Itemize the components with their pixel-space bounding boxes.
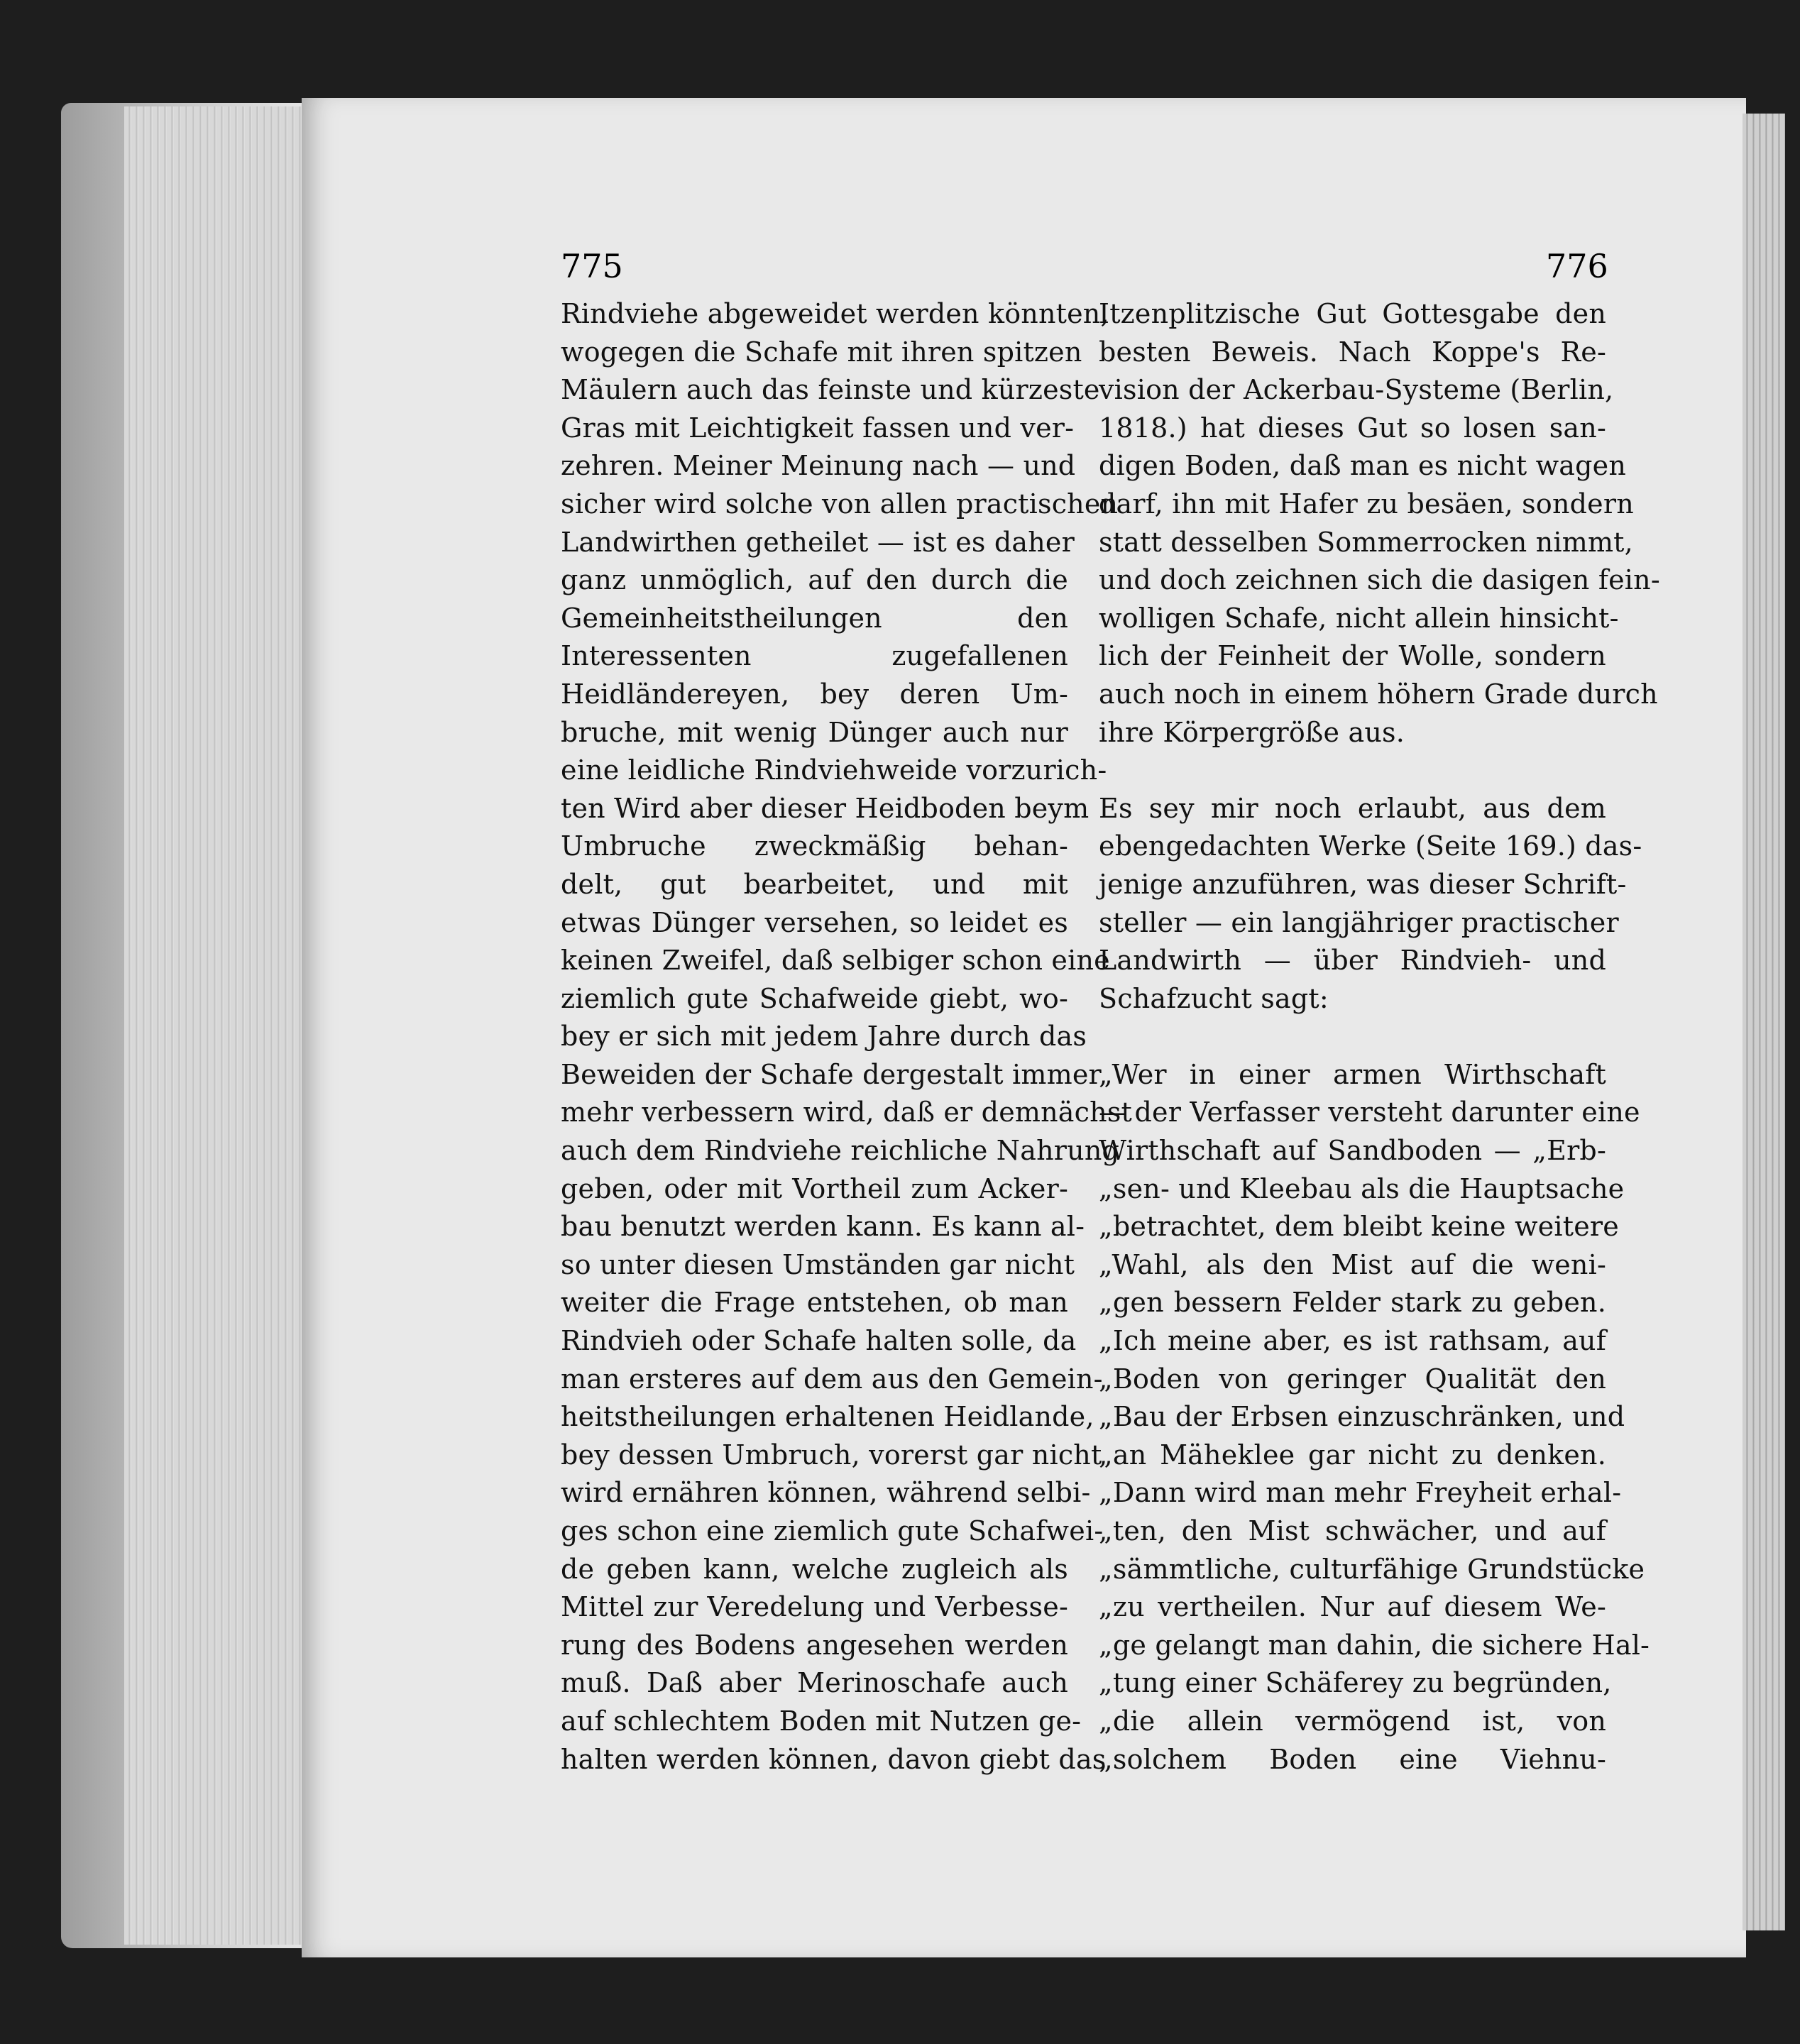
text-line: ziemlich gute Schafweide giebt, wo- (561, 982, 1068, 1014)
text-line: lich der Feinheit der Wolle, sondern (1099, 640, 1606, 672)
text-line: „Boden von geringer Qualität den (1099, 1363, 1606, 1395)
page-stack-right (1743, 114, 1785, 1930)
text-line: Heidländereyen, bey deren Um- (561, 678, 1068, 710)
text-line: Interessenten zugefallenen (561, 640, 1068, 672)
text-line: muß. Daß aber Merinoschafe auch (561, 1667, 1068, 1699)
text-line: — der Verfasser versteht darunter eine (1099, 1097, 1640, 1128)
text-line: etwas Dünger versehen, so leidet es (561, 906, 1068, 938)
paragraph-gap (1099, 1018, 1606, 1056)
text-line: statt desselben Sommerrocken nimmt, (1099, 526, 1633, 558)
text-line: „Bau der Erbsen einzuschränken, und (1099, 1401, 1625, 1433)
text-line: ges schon eine ziemlich gute Schafwei- (561, 1515, 1104, 1546)
text-line: besten Beweis. Nach Koppe's Re- (1099, 336, 1606, 368)
text-line: darf, ihn mit Hafer zu besäen, sondern (1099, 488, 1634, 520)
text-line: wird ernähren können, während selbi- (561, 1477, 1091, 1509)
text-line: Mittel zur Veredelung und Verbesse- (561, 1591, 1068, 1623)
text-line: „die allein vermögend ist, von (1099, 1705, 1606, 1737)
page-number-left: 775 (561, 247, 623, 285)
left-text-column (561, 295, 1132, 1779)
text-line: Beweiden der Schafe dergestalt immer (561, 1058, 1102, 1090)
text-line: Landwirthen getheilet — ist es daher (561, 526, 1075, 558)
text-line: „Wahl, als den Mist auf die weni- (1099, 1248, 1606, 1280)
text-line: bau benutzt werden kann. Es kann al- (561, 1211, 1085, 1243)
text-line: auf schlechtem Boden mit Nutzen ge- (561, 1705, 1082, 1737)
text-line: und doch zeichnen sich die dasigen fein- (1099, 564, 1660, 596)
text-line: „ten, den Mist schwächer, und auf (1099, 1515, 1606, 1546)
text-line: Schafzucht sagt: (1099, 982, 1329, 1014)
text-line: keinen Zweifel, daß selbiger schon eine (561, 945, 1110, 977)
text-line: Rindvieh oder Schafe halten solle, da (561, 1325, 1077, 1357)
text-line: Itzenplitzische Gut Gottesgabe den (1099, 298, 1606, 329)
text-line: Gemeinheitstheilungen den (561, 602, 1068, 634)
text-line: geben, oder mit Vortheil zum Acker- (561, 1172, 1068, 1204)
text-line: halten werden können, davon giebt das (561, 1743, 1107, 1775)
text-line: „Wer in einer armen Wirthschaft (1099, 1058, 1606, 1090)
text-line: auch noch in einem höhern Grade durch (1099, 678, 1658, 710)
text-line: zehren. Meiner Meinung nach — und (561, 450, 1076, 482)
text-line: bey dessen Umbruch, vorerst gar nicht (561, 1439, 1102, 1471)
page-number-right: 776 (1546, 247, 1608, 285)
text-line: so unter diesen Umständen gar nicht (561, 1248, 1075, 1280)
page-stack-left (124, 106, 309, 1945)
text-line: ganz unmöglich, auf den durch die (561, 564, 1068, 596)
text-line: de geben kann, welche zugleich als (561, 1553, 1068, 1585)
text-line: vision der Ackerbau-Systeme (Berlin, (1099, 374, 1614, 406)
text-line: „sen- und Kleebau als die Hauptsache (1099, 1172, 1625, 1204)
text-line: sicher wird solche von allen practischen (561, 488, 1119, 520)
paragraph-gap (1099, 752, 1606, 790)
text-line: delt, gut bearbeitet, und mit (561, 868, 1068, 900)
text-line: ten Wird aber dieser Heidboden beym (561, 792, 1090, 824)
text-line: „Dann wird man mehr Freyheit erhal- (1099, 1477, 1622, 1509)
text-line: „tung einer Schäferey zu begründen, (1099, 1667, 1612, 1699)
text-line: 1818.) hat dieses Gut so losen san- (1099, 412, 1606, 444)
text-line: weiter die Frage entstehen, ob man (561, 1287, 1068, 1319)
text-line: Wirthschaft auf Sandboden — „Erb- (1099, 1135, 1606, 1167)
text-line: heitstheilungen erhaltenen Heidlande, (561, 1401, 1094, 1433)
text-line: „solchem Boden eine Viehnu- (1099, 1743, 1606, 1775)
text-line: bey er sich mit jedem Jahre durch das (561, 1021, 1087, 1053)
text-line: bruche, mit wenig Dünger auch nur (561, 716, 1068, 748)
text-line: Gras mit Leichtigkeit fassen und ver- (561, 412, 1075, 444)
text-line: „zu vertheilen. Nur auf diesem We- (1099, 1591, 1606, 1623)
text-line: Rindviehe abgeweidet werden könnten, (561, 298, 1109, 329)
text-line: Umbruche zweckmäßig behan- (561, 830, 1068, 862)
text-line: digen Boden, daß man es nicht wagen (1099, 450, 1627, 482)
text-line: „ge gelangt man dahin, die sichere Hal- (1099, 1629, 1650, 1661)
text-line: Mäulern auch das feinste und kürzeste (561, 374, 1100, 406)
text-line: steller — ein langjähriger practischer (1099, 906, 1619, 938)
text-line: wogegen die Schafe mit ihren spitzen (561, 336, 1082, 368)
text-line: rung des Bodens angesehen werden (561, 1629, 1068, 1661)
text-line: Es sey mir noch erlaubt, aus dem (1099, 792, 1606, 824)
text-line: wolligen Schafe, nicht allein hinsicht- (1099, 602, 1619, 634)
text-line: eine leidliche Rindviehweide vorzurich- (561, 754, 1107, 786)
text-line: „an Mäheklee gar nicht zu denken. (1099, 1439, 1606, 1471)
text-line: mehr verbessern wird, daß er demnächst (561, 1097, 1132, 1128)
text-line: „Ich meine aber, es ist rathsam, auf (1099, 1325, 1606, 1357)
text-line: „betrachtet, dem bleibt keine weitere (1099, 1211, 1619, 1243)
text-line: „sämmtliche, culturfähige Grundstücke (1099, 1553, 1645, 1585)
text-line: „gen bessern Felder stark zu geben. (1099, 1287, 1606, 1319)
text-line: man ersteres auf dem aus den Gemein- (561, 1363, 1103, 1395)
text-line: ebengedachten Werke (Seite 169.) das- (1099, 830, 1642, 862)
text-line: auch dem Rindviehe reichliche Nahrung (561, 1135, 1120, 1167)
text-line: ihre Körpergröße aus. (1099, 716, 1405, 748)
text-line: jenige anzuführen, was dieser Schrift- (1099, 868, 1627, 900)
right-text-column (1099, 295, 1660, 1779)
text-line: Landwirth — über Rindvieh- und (1099, 945, 1606, 977)
